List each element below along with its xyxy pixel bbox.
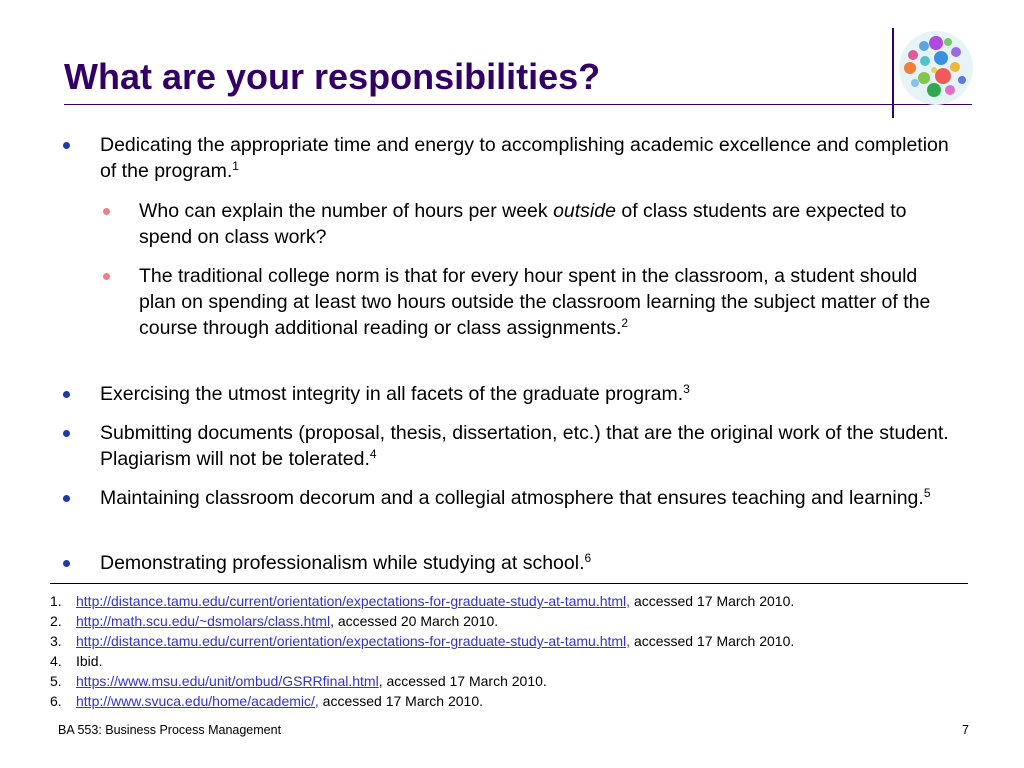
bullet-dot [63,495,70,502]
footnote-ref: 5 [923,486,931,500]
bullet-dot [63,391,70,398]
sub-bullet-dot [103,273,110,280]
footnote-divider [50,583,968,584]
bullet-professionalism: Demonstrating professionalism while studying at school.$^6$ [100,550,970,576]
bullet-time-energy: Dedicating the appropriate time and energy to accomplishing academic excellence and completion of the program.$^1$ [100,132,970,184]
footnote-link[interactable]: http://distance.tamu.edu/current/orientation/expectations-for-graduate-study-at-tamu.html, [76,633,631,649]
footnote-ref: 6 [584,551,592,565]
bullet-decorum: Maintaining classroom decorum and a collegial atmosphere that ensures teaching and learning.$^5$ [100,485,970,511]
logo-divider [892,28,894,118]
footnote-ref: 1 [232,159,239,173]
footnote-item: 3. http://distance.tamu.edu/current/orientation/expectations-for-graduate-study-at-tamu.html, accessed 17 March 2010. [50,633,795,649]
footnote-item: 6. http://www.svuca.edu/home/academic/, accessed 17 March 2010. [50,693,484,709]
bullet-dot [63,560,70,567]
footnote-ref: 4 [369,447,377,461]
bullet-integrity: Exercising the utmost integrity in all facets of the graduate program.$^3$ [100,381,970,407]
footnote-link[interactable]: http://distance.tamu.edu/current/orientation/expectations-for-graduate-study-at-tamu.html, [76,593,631,609]
footer-page-number: 7 [962,723,969,737]
footnote-item: 1. http://distance.tamu.edu/current/orientation/expectations-for-graduate-study-at-tamu.html, accessed 17 March 2010. [50,593,795,609]
sub-bullet-college-norm: The traditional college norm is that for every hour spent in the classroom, a student should plan on spending at least two hours outside the classroom learning the subject matter of the course through additional reading or class assignments.$^2$ [139,263,939,341]
footnote-item: 5. https://www.msu.edu/unit/ombud/GSRRfinal.html, accessed 17 March 2010. [50,673,547,689]
footnotes-list [50,591,794,711]
bullet-original-work: Submitting documents (proposal, thesis, dissertation, etc.) that are the original work of the student. Plagiarism will not be tolerated.$^4$ [100,420,970,472]
bullet-dot [63,430,70,437]
bubbles-logo-icon [898,30,974,106]
footnote-ref: 3 [683,382,690,396]
bullet-dot [63,142,70,149]
slide-title: What are your responsibilities? [64,56,601,97]
footnote-link[interactable]: http://www.svuca.edu/home/academic/, [76,693,319,709]
sub-bullet-hours-outside: Who can explain the number of hours per week outside of class students are expected to spend on class work? [139,198,939,250]
footnote-item: 2. http://math.scu.edu/~dsmolars/class.html, accessed 20 March 2010. [50,613,499,629]
footnote-ref: 2 [621,316,629,330]
footnote-item: 4. Ibid. [50,653,103,669]
footer-course: BA 553: Business Process Management [58,723,282,737]
title-divider [64,104,972,105]
footnote-link[interactable]: http://math.scu.edu/~dsmolars/class.html [76,613,331,629]
footnote-link[interactable]: https://www.msu.edu/unit/ombud/GSRRfinal.html [76,673,379,689]
sub-bullet-dot [103,208,110,215]
